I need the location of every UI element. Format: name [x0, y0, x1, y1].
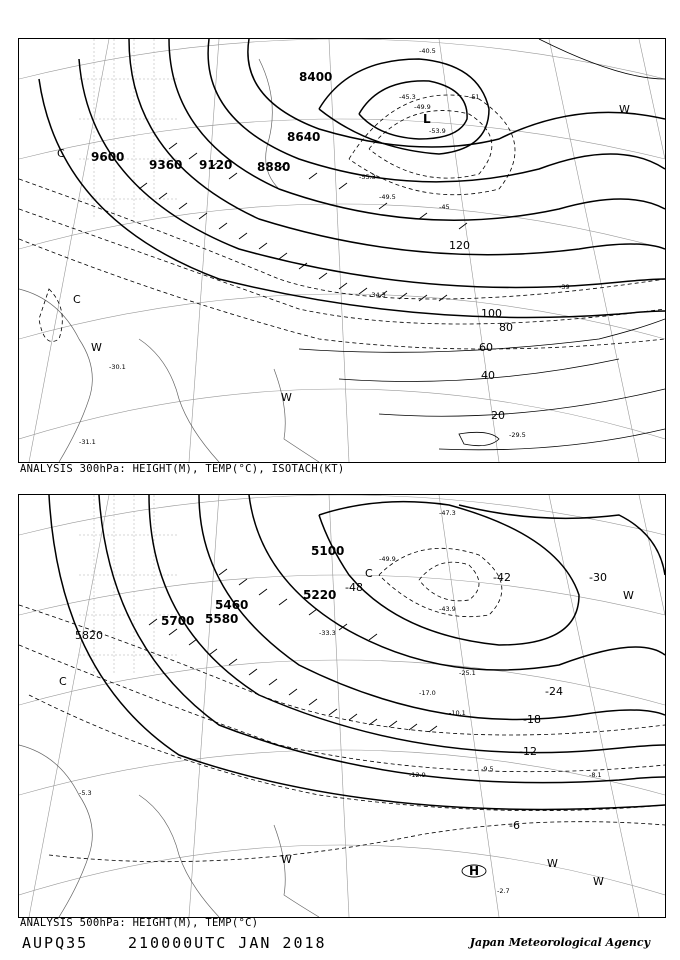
cold-marker: C [59, 675, 67, 688]
temp-label: -29.5 [509, 431, 526, 439]
station-value: -2.7 [497, 887, 510, 895]
height-label-9120: 9120 [199, 158, 233, 172]
regional-grid [79, 495, 179, 675]
temp-label: -45 [439, 203, 450, 211]
station-value: -8.1 [589, 771, 602, 779]
station-value: -5.3 [79, 789, 92, 797]
temp-label: -55.3 [359, 173, 376, 181]
caption-300hpa: ANALYSIS 300hPa: HEIGHT(M), TEMP(°C), ISOTACH(KT) [20, 463, 345, 475]
regional-grid [79, 39, 179, 219]
warm-marker: W [91, 341, 102, 354]
temp-label: -51 [469, 93, 480, 101]
coastline [19, 59, 319, 462]
warm-marker: W [547, 857, 558, 870]
station-value: -49.9 [379, 555, 396, 563]
warm-marker: W [281, 391, 292, 404]
warm-marker: W [281, 853, 292, 866]
station-value: -47.3 [439, 509, 456, 517]
temp-label: -40.5 [419, 47, 436, 55]
height-label-5700: 5700 [161, 614, 195, 628]
agency-credit: Japan Meteorological Agency [469, 936, 650, 949]
station-value: -33.3 [319, 629, 336, 637]
isotherm-label: -24 [545, 685, 563, 698]
cold-marker: C [365, 567, 373, 580]
map-500hpa [19, 495, 665, 917]
wind-barbs [149, 569, 437, 732]
low-pressure-marker: L [423, 112, 431, 126]
chart-300hpa [18, 38, 666, 463]
height-contours [39, 39, 665, 317]
isotherm-label: -30 [589, 571, 607, 584]
height-label-5220: 5220 [303, 588, 337, 602]
map-300hpa [19, 39, 665, 462]
isotach-label-20: 20 [491, 409, 505, 422]
high-pressure-marker: H [469, 864, 480, 878]
height-label-5100: 5100 [311, 544, 345, 558]
station-value: -9.5 [481, 765, 494, 773]
isotach-label-40: 40 [481, 369, 495, 382]
height-label-5820: 5820 [75, 629, 103, 642]
isotherm-label: -6 [509, 819, 520, 832]
height-label-5580: 5580 [205, 612, 239, 626]
temp-label: -30.1 [109, 363, 126, 371]
height-contours [49, 495, 665, 809]
coastline [19, 745, 319, 917]
cold-marker: C [73, 293, 81, 306]
wind-barbs [139, 143, 467, 301]
warm-marker: W [619, 103, 630, 116]
isotherms [19, 548, 665, 861]
chart-code: AUPQ35 [22, 934, 89, 952]
isotherm-label: -12 [519, 745, 537, 758]
warm-marker: W [623, 589, 634, 602]
latlon-grid [19, 495, 665, 917]
temp-label: -49.5 [379, 193, 396, 201]
temp-label: -53.9 [429, 127, 446, 135]
height-label-8880: 8880 [257, 160, 291, 174]
height-label-9360: 9360 [149, 158, 183, 172]
temp-label: -49.9 [414, 103, 431, 111]
cold-marker: C [57, 147, 65, 160]
isotach-label-120: 120 [449, 239, 470, 252]
height-label-9600: 9600 [91, 150, 125, 164]
temp-label: -31.1 [79, 438, 96, 446]
station-value: -12.9 [409, 771, 426, 779]
height-label-5460: 5460 [215, 598, 249, 612]
caption-500hpa: ANALYSIS 500hPa: HEIGHT(M), TEMP(°C) [20, 917, 259, 929]
station-value: -43.9 [439, 605, 456, 613]
chart-500hpa [18, 494, 666, 918]
height-label-8640: 8640 [287, 130, 321, 144]
station-value: -17.0 [419, 689, 436, 697]
isotach-label-100: 100 [481, 307, 502, 320]
temp-label: -39 [559, 283, 570, 291]
station-value: -10.1 [449, 709, 466, 717]
isotach-label-80: 80 [499, 321, 513, 334]
isotherm-label: -42 [493, 571, 511, 584]
temp-label: -34.3 [369, 291, 386, 299]
temp-label: -45.3 [399, 93, 416, 101]
height-label-8400: 8400 [299, 70, 333, 84]
warm-marker: W [593, 875, 604, 888]
isotach-label-60: 60 [479, 341, 493, 354]
station-value: -25.1 [459, 669, 476, 677]
isotherm-label: -48 [345, 581, 363, 594]
isotherm-label: -18 [523, 713, 541, 726]
valid-time: 210000UTC JAN 2018 [128, 934, 327, 952]
